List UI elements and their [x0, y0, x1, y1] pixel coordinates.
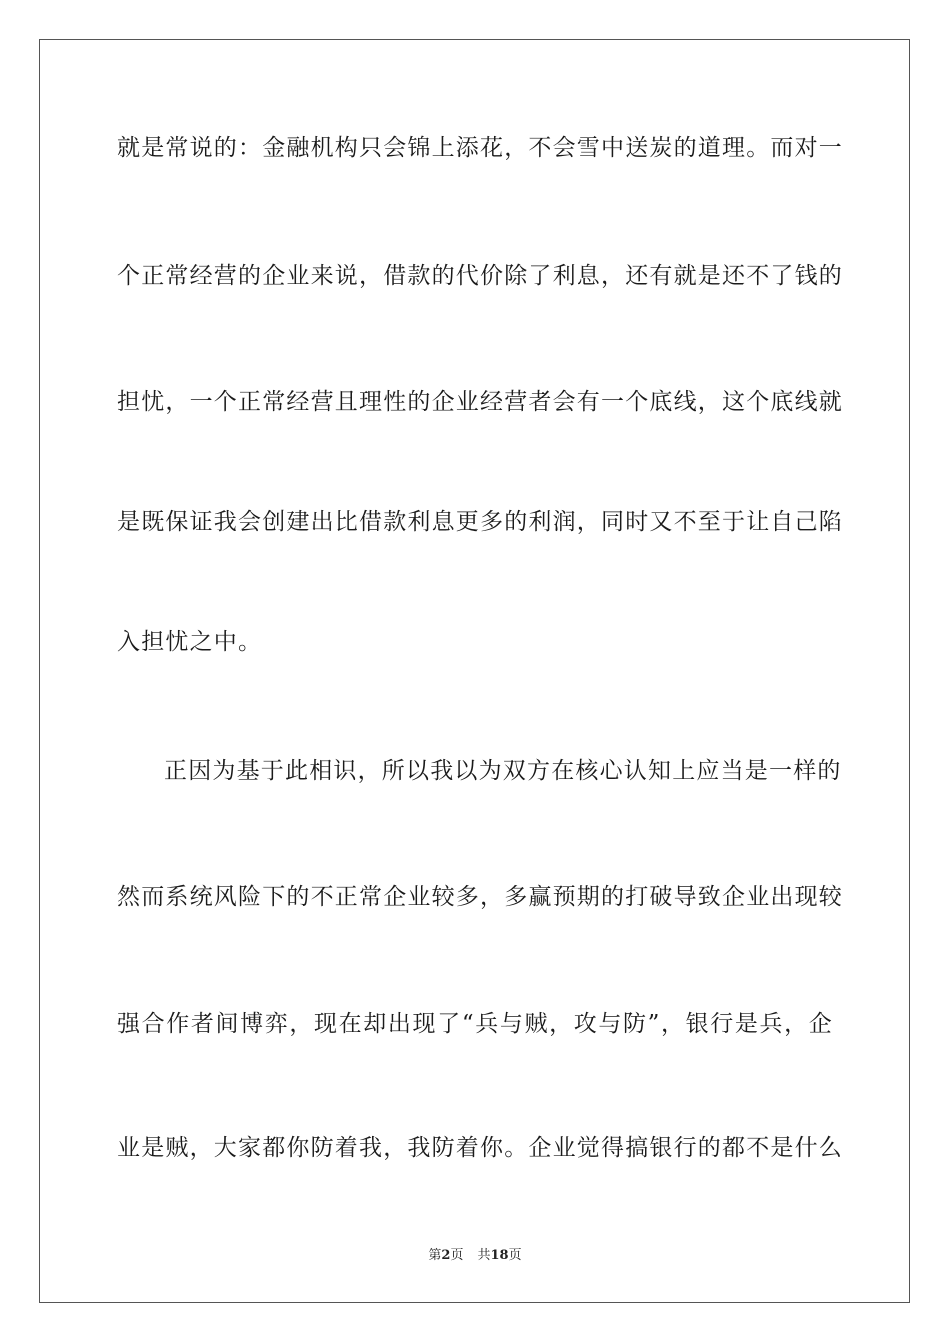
paragraph-line: 正因为基于此相识，所以我以为双方在核心认知上应当是一样的: [164, 758, 842, 784]
paragraph-line: 强合作者间博弈，现在却出现了“兵与贼，攻与防”，银行是兵，企: [117, 1011, 833, 1037]
paragraph-line: 是既保证我会创建出比借款利息更多的利润，同时又不至于让自己陷: [117, 509, 843, 535]
page-number: 2: [441, 1248, 451, 1263]
page-border: [39, 39, 910, 1303]
paragraph-line: 担忧，一个正常经营且理性的企业经营者会有一个底线，这个底线就: [117, 389, 843, 415]
paragraph-line: 入担忧之中。: [117, 629, 263, 655]
total-pages: 18: [490, 1248, 509, 1263]
page-footer: [0, 1247, 950, 1265]
paragraph-line: 就是常说的：金融机构只会锦上添花，不会雪中送炭的道理。而对一: [117, 135, 843, 161]
page-suffix: 页: [450, 1248, 464, 1263]
paragraph-line: 个正常经营的企业来说，借款的代价除了利息，还有就是还不了钱的: [117, 263, 843, 289]
page-prefix: 第: [428, 1248, 442, 1263]
total-prefix: 共: [477, 1248, 491, 1263]
paragraph-line: 业是贼，大家都你防着我，我防着你。企业觉得搞银行的都不是什么: [117, 1135, 843, 1161]
paragraph-line: 然而系统风险下的不正常企业较多，多赢预期的打破导致企业出现较: [117, 884, 843, 910]
total-suffix: 页: [508, 1248, 522, 1263]
